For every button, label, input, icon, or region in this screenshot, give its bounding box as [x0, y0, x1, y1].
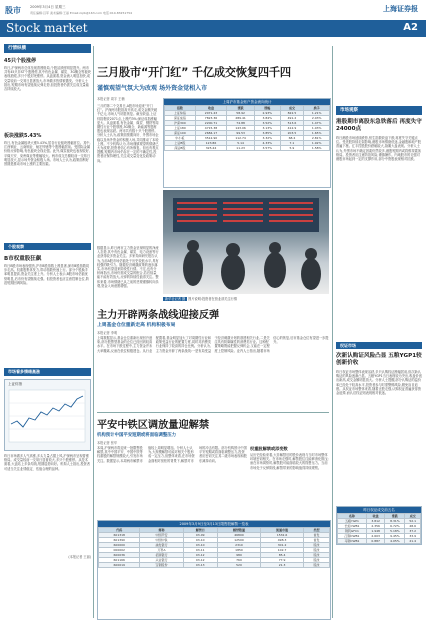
table-cell: 600019: [99, 563, 140, 568]
left-chart-header-label: 市场看多情绪高涨: [8, 369, 40, 374]
table-cell: 21.3: [261, 563, 304, 568]
table-cell: 2.356: [366, 524, 385, 529]
table-cell: 203.5: [280, 131, 304, 136]
table-cell: 143.06: [227, 126, 255, 131]
table-cell: 万科A: [140, 548, 183, 553]
right-sub-header: [336, 342, 422, 349]
table-cell: 2200.71: [195, 121, 227, 126]
paper-name: 上海证券报: [383, 4, 418, 13]
main-photo-label: 新华社记者 摄: [165, 297, 186, 301]
main-photo: [163, 190, 329, 294]
bottom-th: 解禁日: [183, 528, 217, 533]
table-cell: 9.45%: [385, 534, 405, 539]
table-cell: 中国中铁: [140, 538, 183, 543]
table-cell: 深证成指: [165, 116, 196, 121]
right-header-label: 市场观察: [340, 108, 358, 113]
right-column: [336, 44, 422, 620]
table-cell: 03-09: [183, 533, 217, 538]
bottom-table-box: [97, 520, 331, 620]
table-cell: 股改: [304, 548, 330, 553]
crowd-figures: [183, 240, 321, 290]
table-cell: 首发: [304, 538, 330, 543]
table-cell: 03-10: [183, 538, 217, 543]
table-cell: 3.13%: [254, 126, 280, 131]
bottom-th: 流通市值: [261, 528, 304, 533]
table-cell: 412.9: [280, 126, 304, 131]
table-cell: 03-10: [183, 543, 217, 548]
main-body-3: 本周,沪深两市将迎来一批限售股解禁,其中中国平安、中国中铁等权重股的解禁规模较大,引发市场关注。数据显示,本周两市解禁市值较上周明显增加。分析人士认为,大规模解禁可能对相关个股形成一定压力,但整体来看,在市场资金面相对宽松的背景下,解禁对市场的冲击有限。部分机构预计中国平安短期或将面临调整压力,投资者应密切关注其二级市场表现和股东减持动向。: [97, 446, 247, 463]
main-subhead: 谨慎观望气氛大为改观 场外资金觉相入市: [97, 85, 208, 92]
table-cell: 52.1: [405, 519, 421, 524]
table-cell: 1.47%: [304, 121, 330, 126]
table-cell: 五粮YGP1: [338, 519, 367, 524]
main-subhead-3: 机构预计中国平安短期或将面临调整压力: [97, 433, 177, 438]
table-cell: 601166: [99, 558, 140, 563]
left-body-1: 昨日,沪深两市总体呈现普涨格局,个股活跃度明显提升。两市共有45只非ST个股涨停,其中有色金属、煤炭、3G概念等板块表现抢眼,多只个股封死涨停。从盘面看,资金流入明显加快,成交量较前一交易日显著放大,市场做多热情被激发。分析人士指出,短期市场有望延续反弹走势,但投资者仍需关注成交量能否持续放大。: [4, 66, 91, 92]
table-cell: 37.2: [405, 529, 421, 534]
table-cell: 股改: [304, 543, 330, 548]
table-cell: 0.887: [366, 539, 385, 544]
left-headline-3: B市权重股狂飙: [4, 256, 42, 262]
table-cell: 股改: [304, 558, 330, 563]
table-cell: 289.41: [227, 116, 255, 121]
left-column: [4, 44, 91, 618]
table-cell: 上证B股: [165, 141, 196, 146]
table-cell: 000002: [99, 548, 140, 553]
main-table-title: 上周沪市基金账户资金流向统计: [164, 99, 330, 105]
right-header: [336, 106, 422, 115]
page-number: A2: [403, 22, 418, 33]
main-photo-scene: [163, 190, 329, 294]
bottom-th: 代码: [99, 528, 140, 533]
table-cell: 兴业银行: [140, 558, 183, 563]
left-headline-2: 板块涨跌5.43%: [4, 133, 42, 139]
main-table-box: [163, 98, 331, 188]
table-cell: 74.88: [227, 121, 255, 126]
right-th: 收盘: [366, 514, 385, 519]
table-cell: 5.9: [280, 146, 304, 151]
main-byline: 本报记者 周宇 王楠: [97, 97, 125, 101]
table-cell: 601390: [99, 538, 140, 543]
left-body-3: 昨日B股市场表现强劲,沪市B股指数上涨显著,深市B股指数同步走高。权重股集体发力,带动指数快速上行。部分个股换手率明显提高,资金关注度上升。分析人士表示,B股市场估值优势明显,后市仍有望继续走强。但投资者也应注意控制仓位,防范短期回调风险。: [4, 264, 90, 285]
left-chart-box: [4, 379, 91, 451]
table-row: [99, 563, 330, 568]
table-cell: 3.57%: [254, 146, 280, 151]
main-th: 成交: [280, 106, 304, 111]
table-cell: 4715.38: [195, 126, 227, 131]
main-sub-3: 权重股解禁或添变数: [250, 446, 288, 451]
right-body-1: 昨日港股市场延续跌势,恒生指数收盘下跌,再度失守关键点位。受美股持续走弱影响,港股市场情绪低迷,金融股和地产股普遍下挫。汇丰控股股价跌幅较大,拖累大盘表现。分析人士认为,外围市场不确定因素仍然较多,港股短期内或将维持震荡格局。投资者应注意防范风险,谨慎操作。内地股市的走强对港股市场起到一定的支撑作用,部分中资股表现相对抗跌。: [336, 136, 421, 162]
table-cell: 68.4: [280, 136, 304, 141]
bottom-table-title: 2009年3月9日至3月13日限售股解禁一览表: [98, 521, 330, 527]
table-cell: 112.74: [227, 136, 255, 141]
main-byline-3: 本报记者 张华: [97, 441, 118, 445]
table-cell: 1532.6: [261, 533, 304, 538]
table-cell: 58.92: [227, 111, 255, 116]
table-cell: 48.6: [405, 524, 421, 529]
bottom-th: 类型: [304, 528, 330, 533]
table-cell: 2310: [217, 543, 260, 548]
table-cell: 中小板: [165, 136, 196, 141]
table-cell: 3.812: [366, 519, 385, 524]
main-headline-3: 平安中铁区调放量迎解禁: [97, 420, 210, 431]
table-cell: 沪深300: [165, 121, 196, 126]
table-cell: 600000: [99, 543, 140, 548]
main-lead-body: 三月的第二个交易日,A股市场迎来“开门红”。沪深两市股指高开高走,成交金额突破千亿元,市场人气明显恢复。截至收盘,上证综指报收2071点,上涨约3%;深证成指涨幅更大。从盘面看,有色金属、煤炭、钢铁等周期性行业个股领涨,3G概念、新能源等题材股也表现活跃。两市共有数十只个股涨停。分析人士认为,政策面预期向好、外围市场企稳以及场外资金的积极入场,共同推动了本轮上涨。不少机构认为,市场谨慎观望的情绪已大为改观,投资者信心有所修复。但也有观点提醒,短期内市场仍存在一定的不确定性,投资者应保持理性,关注成交量变化及政策动向。: [97, 104, 159, 163]
table-cell: 1.21%: [304, 111, 330, 116]
table-cell: 深证B股: [165, 146, 196, 151]
main-table-body: [165, 111, 330, 151]
table-cell: 深证100: [165, 131, 196, 136]
table-cell: 4.33%: [254, 141, 280, 146]
table-row: [165, 146, 330, 151]
table-cell: 12500: [217, 538, 260, 543]
section-label: 股市: [5, 6, 21, 15]
table-cell: 123.86: [195, 141, 227, 146]
table-cell: 1.03%: [304, 126, 330, 131]
table-cell: 2.93%: [254, 111, 280, 116]
table-cell: 股改: [304, 553, 330, 558]
table-cell: 2071.43: [195, 111, 227, 116]
table-cell: 1.65%: [304, 131, 330, 136]
bottom-table-body: [99, 533, 330, 568]
table-cell: 3.52%: [254, 121, 280, 126]
left-header-label: 行情纵横: [8, 46, 26, 51]
main-th: 指数: [165, 106, 196, 111]
main-headline-2: 主力开辟两条战线迎接反弹: [97, 310, 220, 321]
main-body-3b: 从历史经验来看,大非解禁后的股价表现与当时市场整体环境密切相关。在市场走强时,解禁股往往能够消化抛压;而在市场弱势时,解禁股可能面临较大的抛售压力。当前市场处于反弹阶段,解禁带来的影响值得持续观察。: [250, 453, 329, 470]
table-cell: 03-12: [183, 553, 217, 558]
table-cell: 1.92%: [304, 141, 330, 146]
table-cell: 股改: [304, 563, 330, 568]
table-cell: 325.44: [195, 146, 227, 151]
table-cell: 491.2: [280, 116, 304, 121]
table-cell: 03-13: [183, 563, 217, 568]
left-sub-header-label: 个股观察: [8, 244, 24, 249]
left-body-4: 昨日市场做多人气高涨,多头力量占据上风,沪深两市呈现普涨格局。成交量较前一交易日显著放大,多只个股涨停。从技术面看,大盘站上多条均线,短期趋势向好。机构人士指出,投资者可适当关注业绩稳定、估值合理的品种。: [4, 454, 90, 471]
table-cell: 77.9: [261, 558, 304, 563]
table-cell: 3.84%: [254, 116, 280, 121]
left-body-2: 昨日,有色金属板块大涨5.43%,居各行业板块涨幅首位。其中,江西铜业、云南铜业、驰宏锌锗等个股涨幅居前。受国际金属价格反弹影响,有色板块全线走强。此外,煤炭板块也表现较好,平煤天安、兖州煤业等涨幅较大。两市成交总额较前一交易日明显放大,显示场外资金积极入场。市场人士认为,政策面利好预期是推动市场上涨的主要因素。: [4, 141, 91, 167]
table-cell: 980: [217, 553, 260, 558]
table-cell: 03-12: [183, 558, 217, 563]
bottom-table: [98, 527, 330, 568]
table-cell: 85.4: [261, 553, 304, 558]
table-cell: 首发: [304, 533, 330, 538]
table-cell: 招商银行: [140, 553, 183, 558]
divider-left: [93, 46, 94, 618]
table-cell: 江铜CWB1: [338, 534, 367, 539]
table-cell: 8.31%: [385, 519, 405, 524]
main-photo-caption-text: 图片说明:投资者在营业部关注行情: [188, 297, 238, 301]
right-th: 名称: [338, 514, 367, 519]
table-cell: 1.58%: [304, 146, 330, 151]
right-table-box: [336, 506, 422, 545]
table-cell: 513.6: [280, 121, 304, 126]
left-headline-1: 45只个股涨停: [4, 58, 36, 64]
main-subhead-2: 上周基金仓位重新走高 机构积极布局: [97, 323, 176, 328]
table-cell: 中国平安: [140, 533, 183, 538]
table-cell: 2.603: [366, 534, 385, 539]
table-cell: 1.948: [366, 529, 385, 534]
table-cell: 4.05%: [385, 539, 405, 544]
table-cell: 2684.17: [195, 131, 227, 136]
table-cell: 上证综指: [165, 111, 196, 116]
bottom-th: 解禁数量: [217, 528, 260, 533]
table-cell: 马钢CWB1: [338, 539, 367, 544]
table-cell: 7.1: [280, 141, 304, 146]
table-cell: 1850: [217, 548, 260, 553]
right-table-title: 昨日权证成交前五名: [337, 507, 421, 513]
main-area: [97, 44, 329, 620]
table-cell: 宝钢股份: [140, 563, 183, 568]
table-cell: 102.7: [261, 548, 304, 553]
main-photo-caption: [163, 296, 329, 301]
table-cell: 6.72%: [385, 524, 405, 529]
left-chart-title: 上证综指: [8, 382, 22, 386]
table-cell: 2.03%: [304, 116, 330, 121]
table-cell: 5.18%: [385, 529, 405, 534]
main-body-2: 上周数据显示,基金仓位重新出现回升迹象,部分股票型基金的仓位已经回到较高水平。在市场下跌过程中,主力资金并未大举撤离,反而在低位积极建仓。从行业配置看,基金明显加大了对周期性行业和政策受益行业的配置力度,同时对消费类行业保持了较高的持仓比例。分析认为,主力资金开辟了两条战线:一是布局受益于经济刺激计划的基建相关行业,二是关注具有防御属性的消费类行业。这种配置策略既能把握反弹机会,又能在一定程度上控制风险。业内人士指出,随着市场信心的恢复,后市基金仓位有望进一步提升。: [97, 336, 329, 353]
bottom-th: 简称: [140, 528, 183, 533]
table-cell: 822.5: [280, 111, 304, 116]
section-en: Stock market: [6, 21, 88, 35]
main-th: 涨幅: [254, 106, 280, 111]
table-cell: 7823.36: [195, 116, 227, 121]
main-th: 收盘: [195, 106, 227, 111]
table-cell: 浦发银行: [140, 543, 183, 548]
right-body-2: 昨日权证市场整体表现活跃,多只认购权证涨幅居前,但次新认购证的风险逐渐凸显。五粮YGP1当日表现较为突出,收盘价创出新高,成交金额明显放大。分析人士提醒,部分认购证的溢价率已经处于较高水平,投资者参与时需警惕风险,避免盲目追涨。从权证市场整体来看,随着正股走强,认购权证普遍获得资金追捧,而认沽权证则表现相对低迷。: [336, 370, 422, 396]
left-chart-graphic: [5, 380, 90, 448]
table-cell: 99.53: [227, 131, 255, 136]
divider-right: [332, 46, 333, 618]
table-cell: 3512.90: [195, 136, 227, 141]
left-chart-header: [4, 368, 91, 376]
right-headline-1: 港股期市离股东急铁落后 再度失守24000点: [336, 119, 422, 132]
table-cell: 长虹CWB1: [338, 524, 367, 529]
main-headline: 三月股市“开门红” 千亿成交恢复四千四: [97, 66, 291, 79]
table-cell: 03-11: [183, 548, 217, 553]
table-cell: 600036: [99, 553, 140, 558]
right-sub-header-label: 权证市场: [340, 343, 356, 348]
main-body-right: 数据显示,昨日两市主力资金呈现明显的净流入态势,其中有色金属、煤炭、电力设备等行业获得较多资金关注。多家券商研究报告认为,当前A股市场估值处于历史较低水平,具有较强的吸引力。随着经济刺激政策的逐步落实,市场有望迎来阶段性行情。不过,也有分析师指出,市场仍需成交量的配合,若后续量能不能有效放大,反弹的持续性值得关注。整体来看,市场情绪已从之前的悲观谨慎转向乐观,资金入场意愿增强。: [97, 246, 159, 288]
date-line: 2009年3月4日 星期三: [30, 5, 66, 9]
table-cell: 上证180: [165, 126, 196, 131]
table-cell: 11.23: [227, 146, 255, 151]
masthead: [0, 0, 426, 44]
table-cell: 21.4: [405, 539, 421, 544]
right-headline-2: 次新认购证风险凸显 五粮YGP1较创新价收: [336, 353, 422, 366]
main-divider: [97, 412, 329, 413]
table-cell: 33.9: [405, 534, 421, 539]
table-row: [338, 539, 421, 544]
editor-line: 责任编辑:吕军 美术编辑:王丽 Email:zqrb@163.com 电话:010-83251754: [30, 11, 133, 15]
table-cell: 760: [217, 558, 260, 563]
right-table: [337, 513, 421, 544]
table-cell: 2.81%: [304, 136, 330, 141]
right-th: 涨跌: [385, 514, 405, 519]
table-cell: 601318: [99, 533, 140, 538]
left-bottom-credit: (本报记者 王丽): [68, 555, 91, 559]
right-table-body: [338, 519, 421, 544]
left-header: [4, 44, 91, 53]
table-cell: 301.2: [261, 543, 304, 548]
main-table: [164, 105, 330, 151]
main-th: 涨跌: [227, 106, 255, 111]
table-cell: 3.32%: [254, 136, 280, 141]
left-sub-header: [4, 243, 91, 250]
main-th: 换手: [304, 106, 330, 111]
table-cell: 3.85%: [254, 131, 280, 136]
table-cell: 498.3: [261, 538, 304, 543]
table-cell: 钢钒GFC1: [338, 529, 367, 534]
table-cell: 520: [217, 563, 260, 568]
table-cell: 5.14: [227, 141, 255, 146]
main-byline-2: 本报记者 李明: [97, 331, 118, 335]
table-cell: 46800: [217, 533, 260, 538]
right-th: 成交: [405, 514, 421, 519]
